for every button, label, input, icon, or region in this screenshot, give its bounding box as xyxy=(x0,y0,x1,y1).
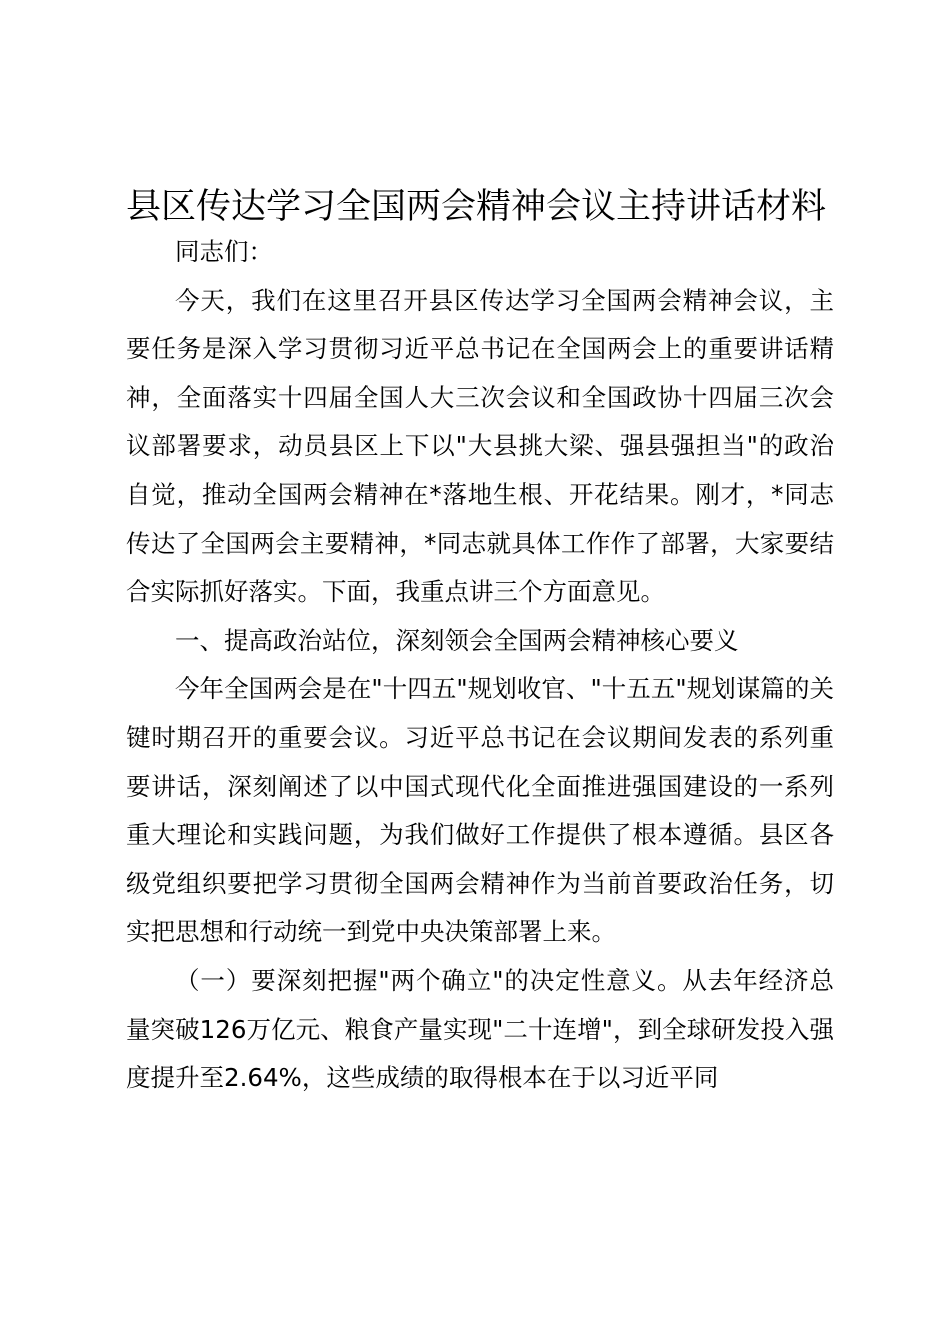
subsection-1-paragraph: （一）要深刻把握"两个确立"的决定性意义。从去年经济总量突破126万亿元、粮食产量实现"二十连增"，到全球研发投入强度提升至2.64%，这些成绩的取得根本在于以习近平同 xyxy=(126,965,834,1093)
greeting-paragraph: 同志们： xyxy=(175,237,273,266)
section-1-paragraph: 今年全国两会是在"十四五"规划收官、"十五五"规划谋篇的关键时期召开的重要会议。习近平总书记在会议期间发表的系列重要讲话，深刻阐述了以中国式现代化全面推进强国建设的一系列重大理论和实践问题，为我们做好工作提供了根本遵循。县区各级党组织要把学习贯彻全国两会精神作为当前首要政治任务，切实把思想和行动统一到党中央决策部署上来。 xyxy=(126,674,834,947)
document-title: 县区传达学习全国两会精神会议主持讲话材料 xyxy=(126,187,827,227)
opening-paragraph: 今天，我们在这里召开县区传达学习全国两会精神会议，主要任务是深入学习贯彻习近平总书记在全国两会上的重要讲话精神，全面落实十四届全国人大三次会议和全国政协十四届三次会议部署要求，动员县区上下以"大县挑大梁、强县强担当"的政治自觉，推动全国两会精神在*落地生根、开花结果。刚才，*同志传达了全国两会主要精神，*同志就具体工作作了部署，大家要结合实际抓好落实。下面，我重点讲三个方面意见。 xyxy=(126,285,834,607)
section-heading-1: 一、提高政治站位，深刻领会全国两会精神核心要义 xyxy=(175,625,739,655)
document-body xyxy=(126,228,834,1103)
